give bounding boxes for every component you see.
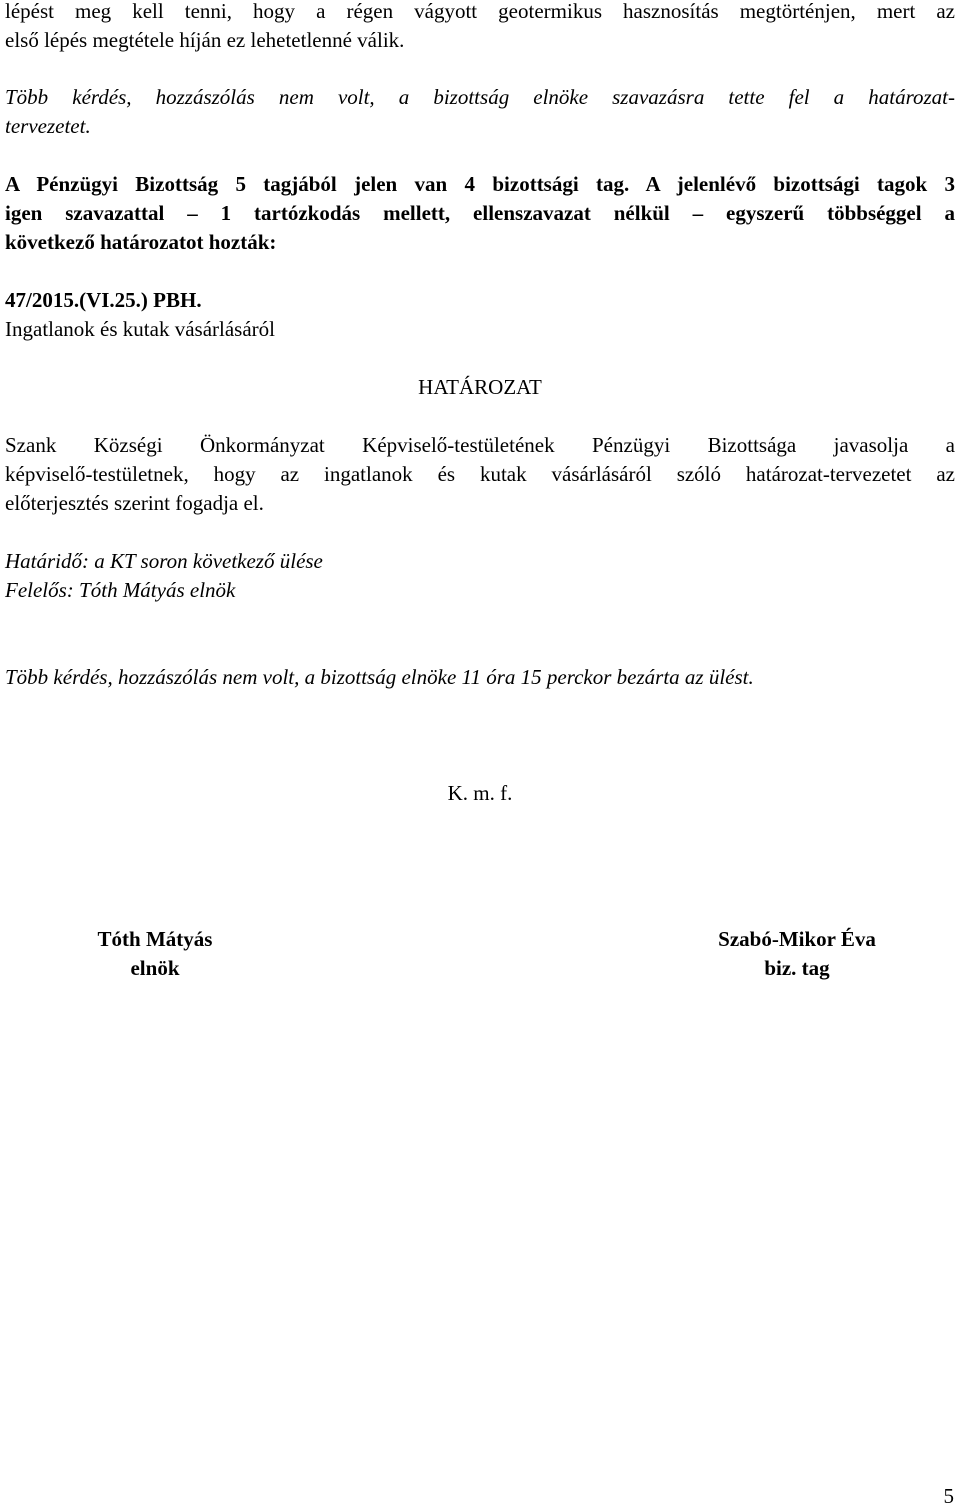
signatory-role: elnök [130,956,180,980]
vote-line: következő határozatot hozták: [5,230,277,254]
paragraph-line: tervezetet. [5,114,91,138]
resolution-body-line: előterjesztés szerint fogadja el. [5,491,264,515]
deadline-text: Határidő: a KT soron következő ülése [5,549,323,573]
resolution-heading: HATÁROZAT [418,375,542,399]
paragraph-line: Több kérdés, hozzászólás nem volt, a bizottság elnöke szavazásra tette fel a határozat- [5,85,955,109]
resolution-number: 47/2015.(VI.25.) PBH. [5,288,202,312]
kmf-text: K. m. f. [447,781,513,805]
vote-result-text: A jelenlévő bizottsági tagok 3 [645,172,956,196]
signature-block-chair [60,925,250,983]
signatory-name: Szabó-Mikor Éva [718,927,876,951]
resolution-body-line: képviselő-testületnek, hogy az ingatlanok és kutak vásárlásáról szóló határozat-tervezetet az [5,462,955,486]
vote-line [5,170,955,199]
resolution-body-line: Szank Községi Önkormányzat Képviselő-testületének Pénzügyi Bizottsága javasolja a [5,433,955,457]
signatory-role: biz. tag [764,956,830,980]
responsible-text: Felelős: Tóth Mátyás elnök [5,578,236,602]
resolution-subject: Ingatlanok és kutak vásárlásáról [5,317,275,341]
signatory-name: Tóth Mátyás [97,927,213,951]
closing-text: Több kérdés, hozzászólás nem volt, a bizottság elnöke 11 óra 15 perckor bezárta az ülést. [5,665,754,689]
vote-line: igen szavazattal – 1 tartózkodás mellett, ellenszavazat nélkül – egyszerű többséggel a [5,201,955,225]
page-number: 5 [943,1484,954,1508]
paragraph-line: első lépés megtétele híján ez lehetetlenné válik. [5,28,405,52]
paragraph-line: lépést meg kell tenni, hogy a régen vágyott geotermikus hasznosítás megtörténjen, mert az [5,0,955,23]
signature-block-member [692,925,902,983]
attendance-text: A Pénzügyi Bizottság 5 tagjából jelen van 4 bizottsági tag. [5,172,630,196]
